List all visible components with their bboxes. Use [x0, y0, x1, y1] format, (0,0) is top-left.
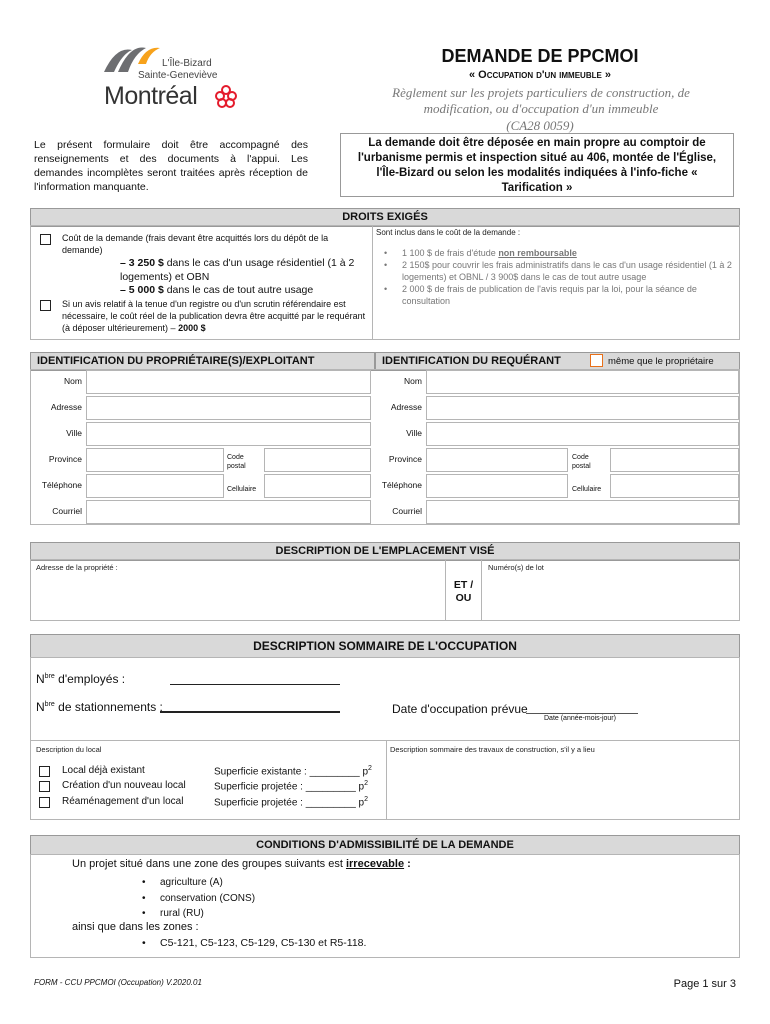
owner-adresse-field[interactable]: [86, 396, 371, 420]
fee-checkbox-1[interactable]: [40, 234, 51, 245]
owner-courriel-field[interactable]: [86, 500, 371, 524]
applicant-telephone-label: Téléphone: [381, 480, 422, 490]
parking-label: $N^{bre}$ de stationnements :: [36, 700, 163, 714]
included-item-2: • 2 150$ pour couvrir les frais administratifs dans le cas d'un usage résidentiel (1 à 2 logements) et OBNL / 3 900$ dans le cas de tout autre usage: [378, 259, 736, 283]
fees-heading: DROITS EXIGÉS: [30, 208, 740, 227]
montreal-flower-icon: [212, 84, 240, 110]
logo-line-2: Sainte-Geneviève: [138, 70, 218, 81]
regulation-code: (CA28 0059): [506, 118, 574, 133]
applicant-courriel-field[interactable]: [426, 500, 739, 524]
owner-courriel-label: Courriel: [52, 506, 82, 516]
occupation-date-field[interactable]: [526, 712, 638, 714]
area-existing-unit: 2: [368, 765, 372, 772]
zone-groups-list: [136, 875, 255, 922]
zone-group-item: • rural (RU): [136, 906, 255, 922]
intro-text: Le présent formulaire doit être accompagné des renseignements et des documents à l'appui. Les demandes incomplètes seront traitées après réception de l'information manquante.: [34, 139, 308, 193]
area-projected-2-unit: 2: [364, 796, 369, 803]
area-existing: [214, 765, 372, 777]
employees-text: d'employés :: [58, 672, 126, 686]
area-projected-2: [214, 796, 368, 808]
fee-line-other: [120, 283, 366, 297]
location-heading: DESCRIPTION DE L'EMPLACEMENT VISÉ: [30, 542, 740, 561]
owner-ville-field[interactable]: [86, 422, 371, 446]
irrecevable: irrecevable: [345, 858, 405, 870]
property-address-label: Adresse de la propriété :: [36, 563, 118, 572]
fee-text-other: dans le cas de tout autre usage: [166, 284, 314, 296]
renovation-checkbox[interactable]: [39, 797, 50, 808]
fee-amount-residential: – 3 250 $: [120, 257, 164, 269]
zones-intro: ainsi que dans les zones :: [72, 921, 199, 933]
applicant-cellulaire-label: Cellulaire: [572, 486, 602, 493]
fee-text-residential: dans le cas d'un usage résidentiel (1 à 2 logements) et OBN: [120, 257, 355, 283]
work-description-label: Description sommaire des travaux de construction, s'il y a lieu: [390, 745, 595, 754]
parking-text: de stationnements :: [58, 700, 163, 714]
applicant-province-field[interactable]: [426, 448, 568, 472]
new-local-label: Création d'un nouveau local: [62, 780, 186, 791]
local-description-label: Description du local: [36, 745, 102, 754]
lot-number-label: Numéro(s) de lot: [488, 563, 544, 572]
fee-item-2-amount: 2000 $: [178, 323, 206, 333]
conditions-heading: CONDITIONS D'ADMISSIBILITÉ DE LA DEMANDE: [30, 835, 740, 855]
owner-nom-field[interactable]: [86, 370, 371, 394]
owner-code-postal-label: Code postal: [227, 454, 246, 470]
form-code: FORM - CCU PPCMOI (Occupation) V.2020.01: [34, 978, 202, 987]
applicant-code-postal-field[interactable]: [610, 448, 739, 472]
regulation-text: Règlement sur les projets particuliers de construction, de modification, ou d'occupation d'un immeuble: [392, 85, 690, 116]
owner-province-label: Province: [48, 454, 82, 464]
conditions-intro: [72, 858, 411, 870]
non-refundable: non remboursable: [498, 248, 577, 258]
zone-group-item: • conservation (CONS): [136, 891, 255, 907]
included-item-1-text: 1 100 $ de frais d'étude: [402, 248, 496, 258]
submission-notice: [340, 133, 734, 197]
occupation-date-hint: Date (année-mois-jour): [544, 715, 616, 722]
applicant-cellulaire-field[interactable]: [610, 474, 739, 498]
owner-cellulaire-field[interactable]: [264, 474, 371, 498]
owner-adresse-label: Adresse: [50, 402, 82, 412]
occupation-heading: DESCRIPTION SOMMAIRE DE L'OCCUPATION: [30, 634, 740, 658]
owner-cellulaire-label: Cellulaire: [227, 486, 257, 493]
owner-telephone-field[interactable]: [86, 474, 224, 498]
et-ou-label: ET / OU: [453, 579, 474, 604]
employees-field[interactable]: [170, 683, 340, 685]
zone-group-item: • agriculture (A): [136, 875, 255, 891]
fees-divider: [372, 225, 373, 340]
zones-item: • C5-121, C5-123, C5-129, C5-130 et R5-118.: [136, 937, 366, 949]
renovation-label: Réaménagement d'un local: [62, 796, 184, 807]
applicant-ville-field[interactable]: [426, 422, 739, 446]
fee-item-2-text: Si un avis relatif à la tenue d'un registre ou d'un scrutin référendaire est nécessaire, le coût réel de la publication devra être acquitté par le requérant (à déposer ultérieurement) –: [62, 299, 366, 333]
same-as-owner-checkbox[interactable]: [590, 354, 603, 367]
applicant-nom-label: Nom: [404, 376, 422, 386]
owner-province-field[interactable]: [86, 448, 224, 472]
zones-list: [136, 937, 366, 949]
fee-amount-other: – 5 000 $: [120, 284, 164, 296]
area-projected-1-text: Superficie projetée : _________ p: [214, 781, 365, 793]
employees-label: $N^{bre}$ d'employés :: [36, 672, 126, 686]
area-existing-text: Superficie existante : _________ p: [214, 766, 368, 778]
fee-item-1: Coût de la demande (frais devant être acquittés lors du dépôt de la demande): [62, 233, 329, 255]
applicant-adresse-field[interactable]: [426, 396, 739, 420]
area-projected-2-text: Superficie projetée : _________ p: [214, 797, 365, 809]
fee-item-2: [62, 298, 367, 334]
applicant-courriel-label: Courriel: [392, 506, 422, 516]
applicant-province-label: Province: [388, 454, 422, 464]
applicant-adresse-label: Adresse: [390, 402, 422, 412]
owner-heading: IDENTIFICATION DU PROPRIÉTAIRE(S)/EXPLOITANT: [30, 352, 375, 371]
logo-line-1: L'Île-Bizard: [162, 58, 212, 69]
occupation-date-label: Date d'occupation prévue: [392, 702, 528, 716]
form-subtitle: « Occupation d'un immeuble »: [469, 69, 611, 81]
page-number: Page 1 sur 3: [673, 978, 736, 990]
new-local-checkbox[interactable]: [39, 781, 50, 792]
included-item-3: • 2 000 $ de frais de publication de l'avis requis par la loi, pour la séance de consultation: [378, 283, 736, 307]
included-item-1: [378, 247, 736, 259]
area-projected-1: [214, 780, 368, 792]
applicant-nom-field[interactable]: [426, 370, 739, 394]
form-title: DEMANDE DE PPCMOI: [441, 46, 639, 66]
existing-local-checkbox[interactable]: [39, 766, 50, 777]
owner-code-postal-field[interactable]: [264, 448, 371, 472]
owner-ville-label: Ville: [66, 428, 82, 438]
owner-telephone-label: Téléphone: [41, 480, 82, 490]
applicant-ville-label: Ville: [406, 428, 422, 438]
same-as-owner-label: même que le propriétaire: [608, 356, 714, 367]
included-title: Sont inclus dans le coût de la demande :: [376, 228, 521, 237]
applicant-heading: IDENTIFICATION DU REQUÉRANT: [375, 352, 740, 371]
fee-checkbox-2[interactable]: [40, 300, 51, 311]
occupation-divider: [30, 740, 740, 741]
fee-line-residential: [120, 256, 366, 284]
conditions-intro-text: Un projet situé dans une zone des groupes suivants est: [72, 858, 343, 870]
employees-sup: bre: [44, 673, 55, 680]
parking-field[interactable]: [160, 711, 340, 713]
work-description-field[interactable]: [387, 756, 739, 819]
submission-notice-text: La demande doit être déposée en main propre au comptoir de l'urbanisme permis et inspection situé au 406, montée de l'Église, l'Île-Bizard ou selon les modalités indiquées à l'info-fiche « Tarification »: [357, 137, 717, 194]
conditions-colon: :: [407, 858, 411, 870]
owner-nom-label: Nom: [64, 376, 82, 386]
applicant-telephone-field[interactable]: [426, 474, 568, 498]
logo: [96, 40, 256, 112]
area-projected-1-unit: 2: [364, 780, 369, 787]
parking-sup: bre: [44, 701, 55, 708]
applicant-code-postal-label: Code postal: [572, 454, 591, 470]
existing-local-label: Local déjà existant: [62, 765, 145, 776]
included-list: [378, 247, 736, 307]
logo-city: Montréal: [104, 82, 198, 110]
